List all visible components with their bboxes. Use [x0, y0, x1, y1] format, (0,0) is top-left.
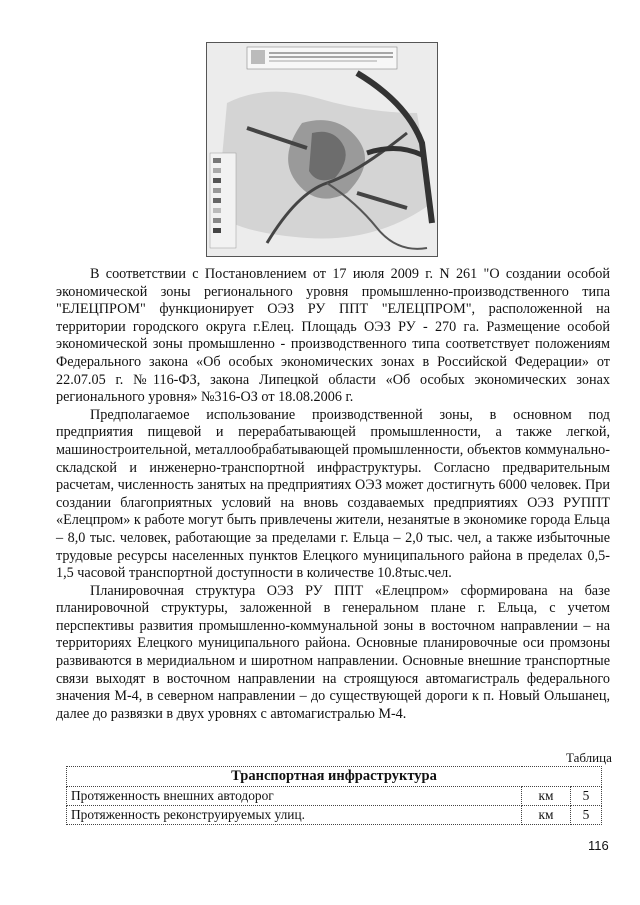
table-row [67, 787, 602, 806]
row-unit: км [522, 787, 571, 806]
row-label: Протяженность внешних автодорог [67, 787, 522, 806]
paragraph-3: Планировочная структура ОЭЗ РУ ППТ «Елецпром» сформирована на базе планировочной структуры, заложенной в генеральном плане г. Ельца, с учетом перспективы развития промышленно-коммунальной зоны в восточном направлении – на территориях Елецкого муниципального района. Основные планировочные оси промзоны развиваются в меридиальном и широтном направлении. Основные внешние транспортные связи выходят в восточном направлении на строящуюся автомагистраль федерального значения М-4, в северном направлении – до существующей дороги к п. Новый Ольшанец, далее до развязки в двух уровнях с автомагистралью М-4. [56, 582, 610, 722]
body-text [56, 266, 610, 723]
table-row [67, 806, 602, 825]
row-label: Протяженность реконструируемых улиц. [67, 806, 522, 825]
row-value: 5 [571, 806, 602, 825]
table-caption: Таблица [566, 750, 612, 765]
zone-map-image [206, 42, 438, 257]
paragraph-2: Предполагаемое использование производственной зоны, в основном под предприятия пищевой и перерабатывающей промышленности, а также легкой, машиностроительной, металлообрабатывающей промышленности, объектов коммунально-складской и инженерно-транспортной инфраструктуры. Согласно предварительным расчетам, численность занятых на предприятиях ОЭЗ может достигнуть 6000 человек. При создании благоприятных условий на вновь создаваемых предприятиях ОЭЗ РУППТ «Елецпром» к работе могут быть привлечены жители, незанятые в экономике города Ельца – 8,0 тыс. человек, работающие за пределами г. Ельца – 2,0 тыс. чел, а также избыточные трудовые ресурсы населенных пунктов Елецкого муниципального района в пределах 0,5-1,5 часовой транспортной доступности в количестве 10.8тыс.чел. [56, 406, 610, 582]
paragraph-1: В соответствии с Постановлением от 17 июля 2009 г. N 261 "О создании особой экономической зоны регионального уровня промышленно-производственного типа "ЕЛЕЦПРОМ" функционирует ОЭЗ РУ ППТ "ЕЛЕЦПРОМ", расположенной на территории городского округа г.Елец. Площадь ОЭЗ РУ - 270 га. Размещение особой экономической зоны промышленно - производственного типа соответствует положениям Федерального закона «Об особых экономических зонах в Российской Федерации» от 22.07.05 г. №116-ФЗ, закона Липецкой области «Об особых экономических зонах регионального уровня» №316-ОЗ от 18.08.2006 г. [56, 266, 610, 406]
transport-infrastructure-table [66, 766, 602, 825]
row-value: 5 [571, 787, 602, 806]
row-unit: км [522, 806, 571, 825]
page-number: 116 [588, 838, 609, 853]
table-title: Транспортная инфраструктура [67, 767, 602, 787]
